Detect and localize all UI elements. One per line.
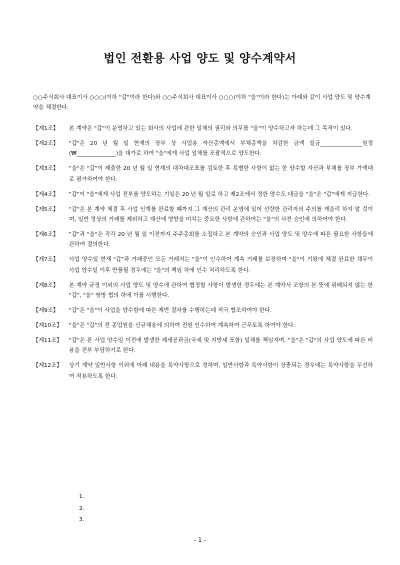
article-7 bbox=[33, 255, 373, 275]
article-label: 【제11조】 bbox=[33, 338, 63, 345]
article-text: 본 계약은 "갑"이 운영하고 있는 회사의 사업에 관한 일체의 권리와 의무를 "을"이 양수하고자 하는데 그 목적이 있다. bbox=[69, 126, 353, 132]
article-label: 【제3조】 bbox=[33, 166, 59, 173]
article-text: "을"은 "갑"이 제출한 20 년 월 일 현재의 대차대조표를 검토한 후 특별한 사항이 없는 한 양수할 자산과 부채를 장부 가액대로 평가하여야 한다. bbox=[69, 166, 373, 183]
article-10 bbox=[33, 321, 373, 331]
intro-paragraph: ○○주식회사 대표이사 ○○○(이하 "갑"이라 한다)와 ○○주식회사 대표이사 ○○○(이하 "을"이라 한다)는 아래와 같이 사업 양도 및 양수계약을 체결한다. bbox=[33, 95, 371, 112]
article-1 bbox=[33, 124, 373, 134]
article-9 bbox=[33, 306, 373, 316]
article-4 bbox=[33, 190, 373, 200]
special-terms-list bbox=[79, 492, 84, 527]
article-6 bbox=[33, 230, 373, 250]
article-label: 【제5조】 bbox=[33, 206, 59, 213]
article-2 bbox=[33, 139, 373, 159]
articles-section bbox=[33, 124, 373, 387]
article-label: 【제4조】 bbox=[33, 191, 59, 198]
article-text: "을"은 "갑"의 전 종업원을 신규채용에 의하여 전원 인수하여 계속하여 근무토록 하여야 한다. bbox=[69, 323, 296, 330]
article-text: "갑"은 "을"이 사업을 양수함에 따른 제반 절차를 수행하는데 적극 협조하여야 한다. bbox=[69, 307, 272, 314]
article-text: "갑"은 본 계약 체결 후 사업 인계를 완료할 때까지 그 재산의 관리 운영에 있어 선량한 관리자의 주의를 게을리 하지 말 것이며, 일반 정상의 거래를 제외하고 재산에 영향을 미치는 중요한 사항에 관하여는 "을"의 사전 승인에 의하여야 한다. bbox=[69, 206, 373, 223]
article-text: 사업 양수일 현재 "갑"과 거래중인 모든 거래처는 "을"이 인수하여 계속 거래를 보장하며 "을"이 기왕에 체결 완료한 채무이 사업 양수일 이후 반품될 경우에는 "을"의 책임 하에 인수 처리하도록 한다. bbox=[69, 257, 373, 274]
article-label: 【제12조】 bbox=[33, 363, 63, 370]
article-12 bbox=[33, 361, 373, 381]
list-item: 1. bbox=[79, 494, 85, 500]
article-label: 【제8조】 bbox=[33, 282, 59, 289]
article-text: "갑"과 "을"은 각각 20 년 월 일 이전까지 주주총회를 소집하고 본 계약의 승인과 사업 양도 및 양수에 따른 필요한 사항들에 관하여 결의한다. bbox=[69, 232, 373, 249]
article-label: 【제10조】 bbox=[33, 323, 63, 330]
list-item: 2. bbox=[79, 505, 85, 512]
article-8 bbox=[33, 281, 373, 301]
article-label: 【제2조】 bbox=[33, 141, 59, 148]
page-number: - 1 - bbox=[193, 537, 207, 544]
article-text: "갑"이 "을"에게 사업 전부를 양도하는 기일은 20 년 월 일로 하고 제2조에서 정한 양수도 대금을 "을"은 "갑"에게 지급한다. bbox=[69, 191, 371, 198]
article-text: "갑"은 20 년 월 일 현재의 장부 상 사업용 자산총액에서 부채총액을 차감한 금액 일금_______________원정 (₩______________)을 대가로 하여 "을"에게 사업 일체를 포괄적으로 양도한다. bbox=[69, 141, 373, 158]
document-title: 법인 전환용 사업 양도 및 양수계약서 bbox=[103, 51, 297, 65]
article-label: 【제9조】 bbox=[33, 307, 59, 314]
article-label: 【제7조】 bbox=[33, 257, 59, 264]
article-11 bbox=[33, 336, 373, 356]
article-label: 【제6조】 bbox=[33, 232, 59, 239]
list-item: 3. bbox=[79, 517, 85, 523]
article-text: 상기 계약 일반사항 이외에 아래 내용을 특약사항으로 정하며, 일반사항과 특약사항이 상충되는 경우에는 특약사항을 우선하여 적용하도록 한다. bbox=[69, 363, 373, 380]
article-label: 【제1조】 bbox=[33, 126, 59, 132]
article-text: "갑"은 본 사업 양수일 이전에 발생한 제세공과금(국세 및 지방세 포함) 일체를 책임지며, "을"은 "갑"의 사업 양도에 따른 비용을 전부 부담하기로 한다. bbox=[69, 338, 373, 355]
article-text: 본 계약 규정 이외의 사업 양도 및 양수에 관하여 협정할 사항이 발생한 경우에는 본 계약서 조항의 본 뜻에 위배되지 않는 한 "갑", "을" 쌍방 협의 하에 이를 시행한다. bbox=[69, 282, 373, 299]
article-5 bbox=[33, 205, 373, 225]
article-3 bbox=[33, 164, 373, 184]
